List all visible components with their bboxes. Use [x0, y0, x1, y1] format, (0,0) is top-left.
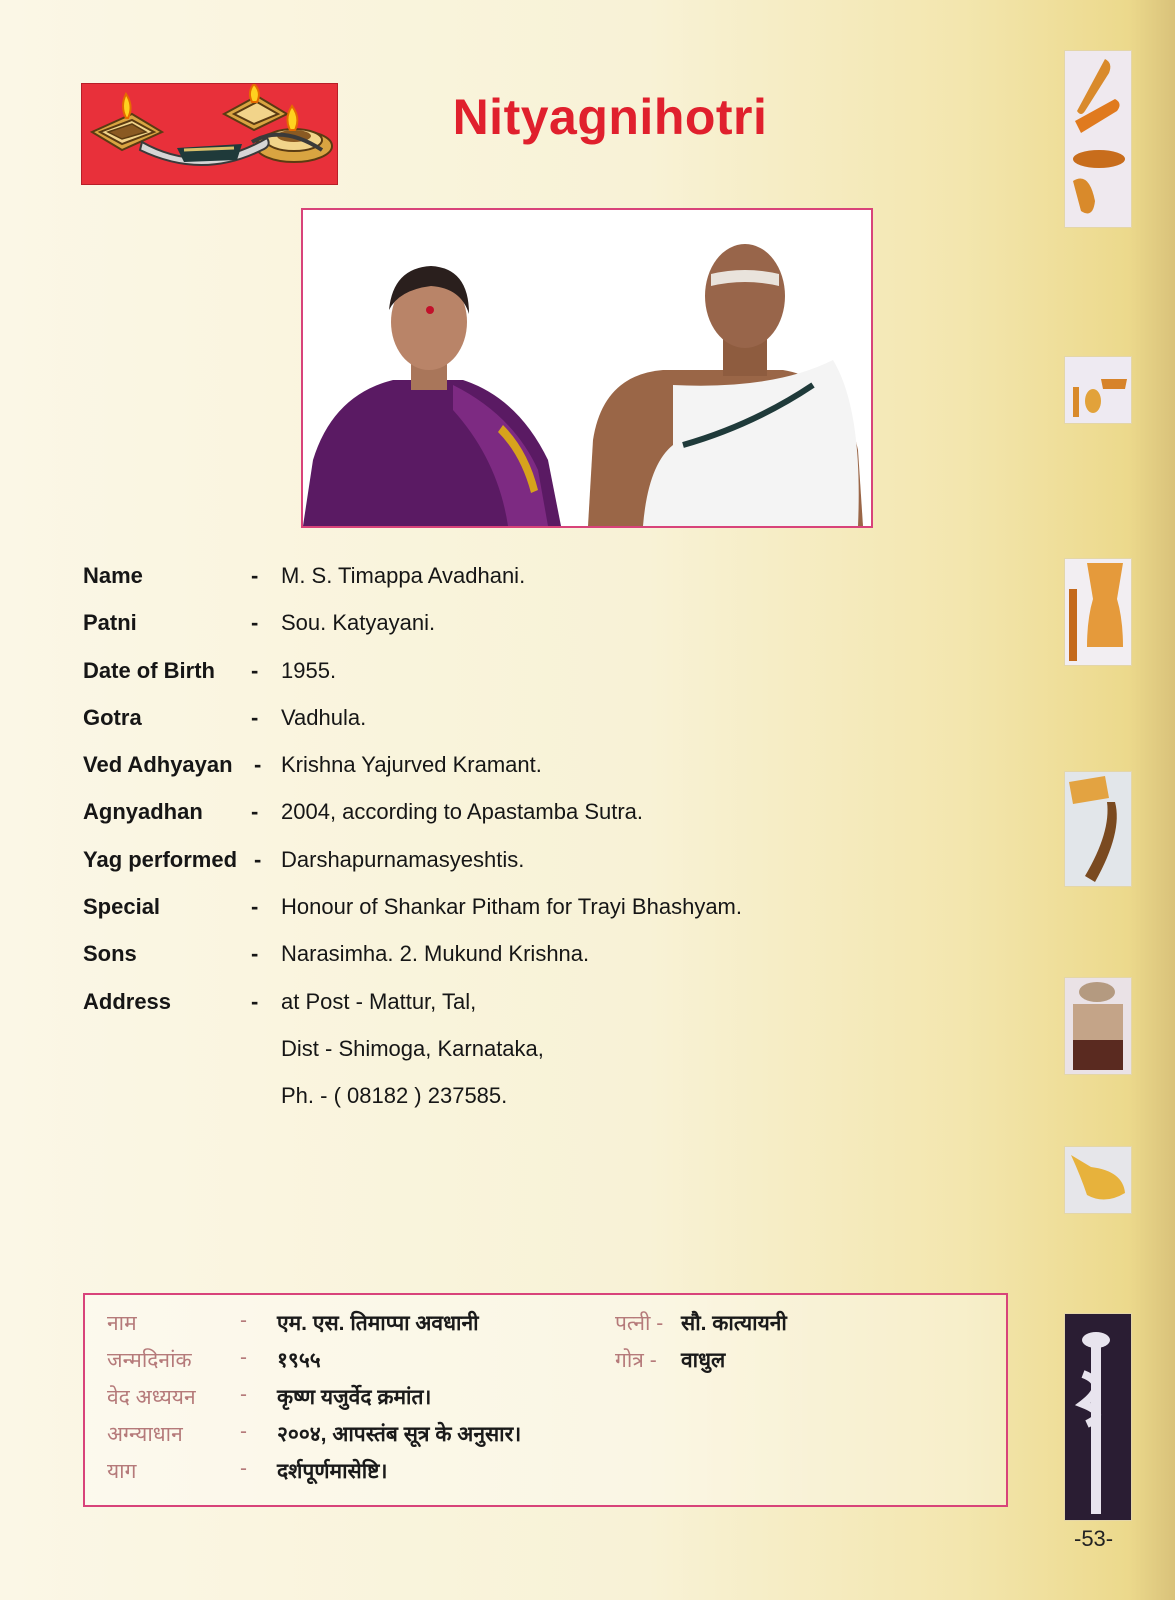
hindi-label: अग्न्याधान — [107, 1423, 183, 1446]
details-list — [83, 563, 863, 1131]
detail-value: Darshapurnamasyeshtis. — [281, 846, 525, 872]
detail-value: M. S. Timappa Avadhani. — [281, 563, 526, 588]
detail-row-address-line2 — [83, 1036, 863, 1083]
detail-dash: - — [251, 799, 259, 825]
detail-label: Special — [83, 894, 161, 920]
detail-row-gotra — [83, 705, 863, 752]
detail-label: Address — [83, 988, 172, 1014]
hindi-dash: - — [240, 1309, 247, 1332]
detail-dash: - — [254, 846, 262, 872]
detail-label: Date of Birth — [83, 657, 215, 683]
detail-row-name — [83, 563, 863, 610]
detail-value: Sou. Katyayani. — [281, 610, 436, 636]
hindi-value: दर्शपूर्णमासेष्टि। — [277, 1460, 388, 1483]
detail-label: Patni — [83, 610, 137, 636]
detail-dash: - — [251, 941, 259, 967]
hindi-label: वेद अध्ययन — [107, 1386, 196, 1409]
fire-altar-icon — [82, 84, 337, 184]
ritual-ladles-image — [1064, 50, 1132, 228]
hindi-value: २००४, आपस्तंब सूत्र के अनुसार। — [277, 1423, 522, 1446]
detail-dash: - — [251, 894, 259, 920]
hindi-label: नाम — [107, 1312, 137, 1335]
detail-dash: - — [251, 563, 259, 588]
hindi-value: कृष्ण यजुर्वेद क्रमांत। — [277, 1386, 432, 1409]
hindi-value: एम. एस. तिमाप्पा अवधानी — [277, 1312, 479, 1335]
ritual-pestle-image — [1064, 771, 1132, 887]
hindi-dash: - — [240, 1457, 247, 1480]
detail-row-agnyadhan — [83, 799, 863, 846]
detail-row-ved-adhyayan — [83, 752, 863, 799]
ritual-vessel-image — [1064, 977, 1132, 1075]
detail-value: Honour of Shankar Pitham for Trayi Bhashyam. — [281, 894, 742, 920]
ritual-spoons-image — [1064, 356, 1132, 424]
detail-label: Agnyadhan — [83, 799, 203, 825]
detail-label: Sons — [83, 941, 137, 967]
detail-row-phone — [83, 1083, 863, 1130]
hindi-dash: - — [240, 1346, 247, 1369]
hindi-side-value: वाधुल — [681, 1349, 726, 1372]
detail-value: Dist - Shimoga, Karnataka, — [281, 1035, 544, 1061]
hindi-dash: - — [240, 1420, 247, 1443]
detail-row-yag — [83, 847, 863, 894]
detail-row-patni — [83, 610, 863, 657]
hindi-side-value: सौ. कात्यायनी — [681, 1312, 787, 1335]
hindi-value: १९५५ — [277, 1349, 321, 1372]
ritual-mortar-image — [1064, 558, 1132, 666]
hindi-label: याग — [107, 1460, 137, 1483]
hindi-dash: - — [240, 1383, 247, 1406]
detail-label: Ved Adhyayan — [83, 752, 233, 778]
detail-row-dob — [83, 658, 863, 705]
detail-dash: - — [251, 657, 259, 683]
detail-value: Ph. - ( 08182 ) 237585. — [281, 1083, 508, 1109]
detail-value: 1955. — [281, 657, 337, 683]
detail-dash: - — [254, 752, 262, 778]
ritual-spouted-ladle-image — [1064, 1146, 1132, 1214]
detail-row-special — [83, 894, 863, 941]
detail-value: Krishna Yajurved Kramant. — [281, 752, 542, 778]
hindi-label: जन्मदिनांक — [107, 1349, 192, 1372]
detail-label: Gotra — [83, 704, 142, 730]
detail-dash: - — [251, 704, 259, 730]
detail-dash: - — [251, 610, 259, 636]
hindi-side-label: गोत्र - — [615, 1349, 657, 1372]
page-title: Nityagnihotri — [452, 89, 768, 145]
detail-value: Narasimha. 2. Mukund Krishna. — [281, 941, 590, 967]
hindi-side-label: पत्नी - — [615, 1312, 664, 1335]
detail-row-sons — [83, 941, 863, 988]
yajna-kunda-logo — [81, 83, 338, 185]
hindi-summary-box — [83, 1293, 1008, 1507]
detail-dash: - — [251, 988, 259, 1014]
detail-value: Vadhula. — [281, 704, 367, 730]
couple-photo — [301, 208, 873, 528]
detail-row-address — [83, 989, 863, 1036]
detail-value: at Post - Mattur, Tal, — [281, 988, 477, 1014]
detail-label: Name — [83, 563, 143, 588]
ritual-arani-stick-image — [1064, 1313, 1132, 1521]
detail-label: Yag performed — [83, 846, 238, 872]
detail-value: 2004, according to Apastamba Sutra. — [281, 799, 644, 825]
page-number: -53- — [1074, 1526, 1114, 1551]
